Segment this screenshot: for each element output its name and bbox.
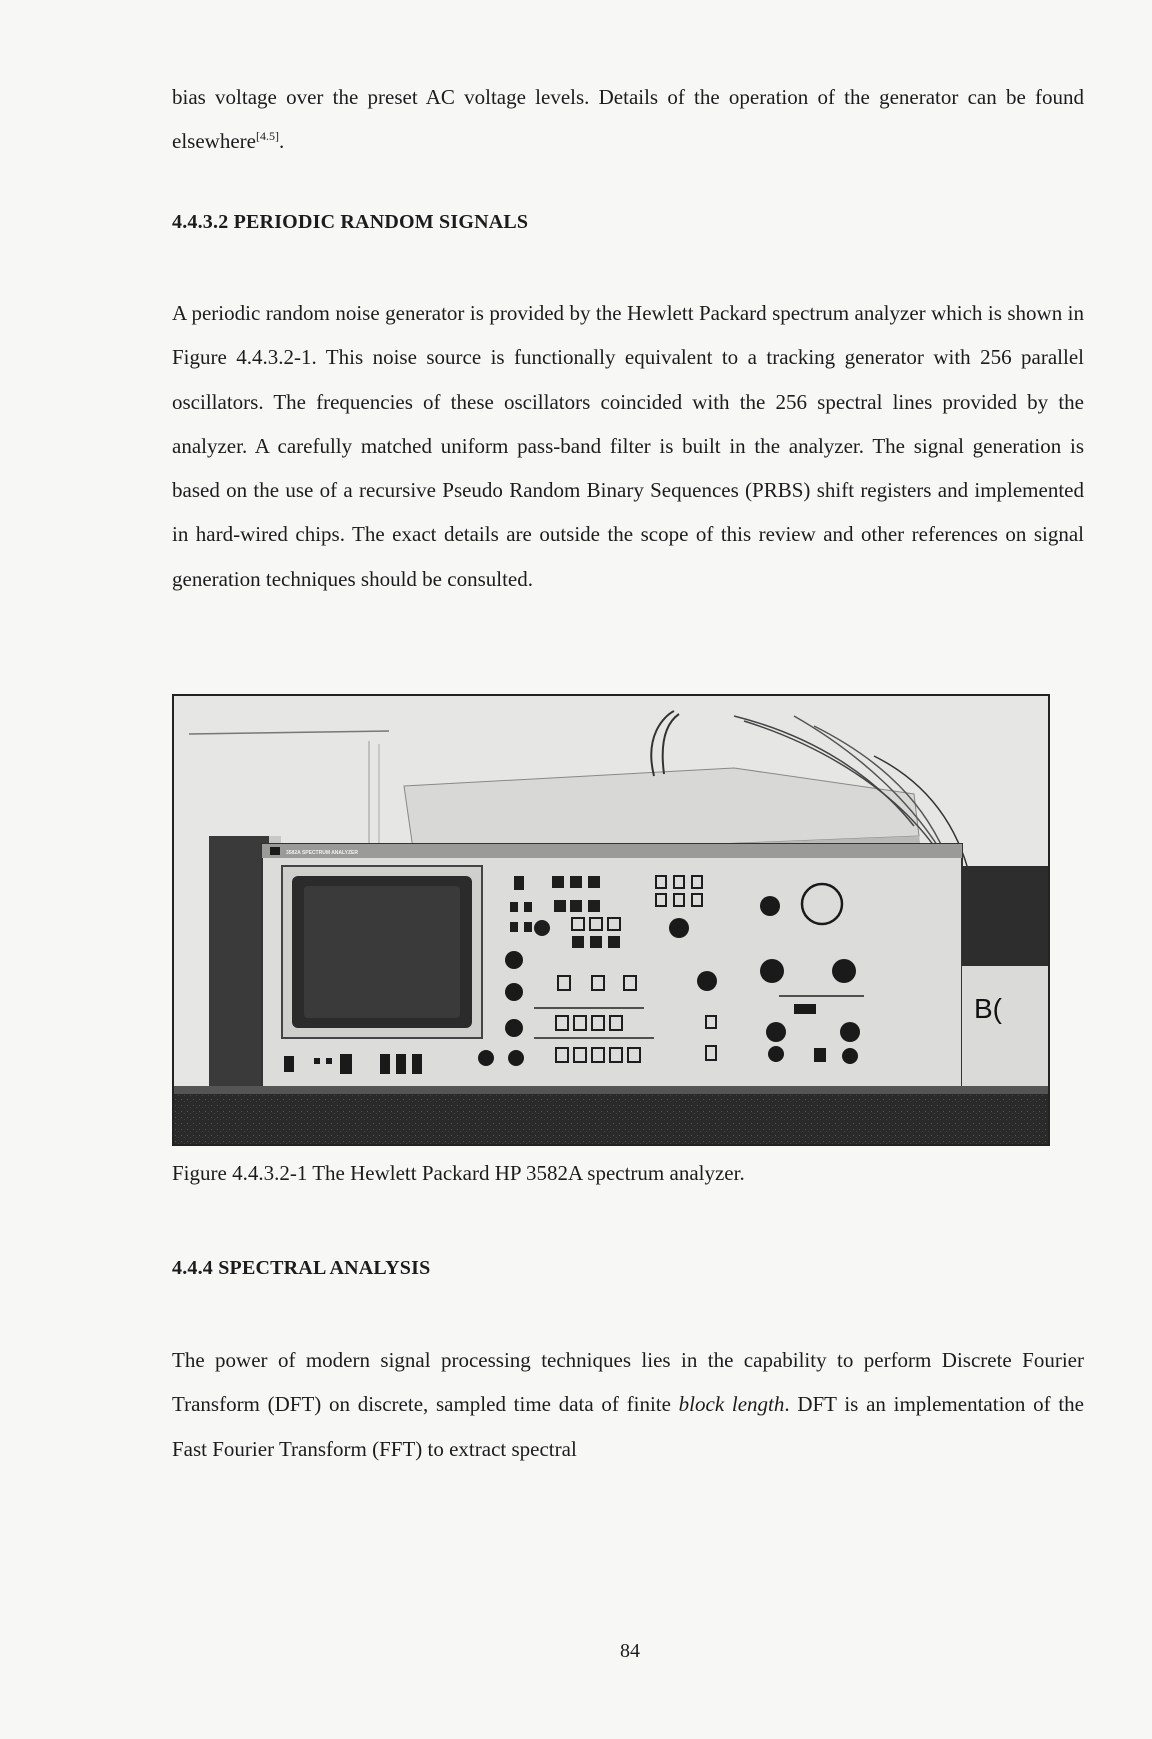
reference-superscript: [4.5] <box>255 129 279 144</box>
paragraph-periodic-random-noise: A periodic random noise generator is provided by the Hewlett Packard spectrum analyzer which is shown in Figure 4.4.3.2-1. This noise source is functionally equivalent to a tracking generator with 256 parallel oscillators. The frequencies of these oscillators coincided with the 256 spectral lines provided by the analyzer. A carefully matched uniform pass-band filter is built in the analyzer. The signal generation is based on the use of a recursive Pseudo Random Binary Sequences (PRBS) shift registers and implemented in hard-wired chips. The exact details are outside the scope of this review and other references on signal generation techniques should be consulted. <box>172 301 1084 591</box>
page-number: 84 <box>620 1640 640 1662</box>
section-heading-spectral-analysis: 4.4.4 SPECTRAL ANALYSIS <box>172 1257 431 1279</box>
spectrum-analyzer-photo <box>174 696 1048 1144</box>
figure-photo <box>172 694 1050 1146</box>
section-heading-periodic-random-signals: 4.4.3.2 PERIODIC RANDOM SIGNALS <box>172 211 529 233</box>
instrument-label: 3582A SPECTRUM ANALYZER <box>286 850 358 856</box>
side-label: B( <box>974 993 1002 1024</box>
emphasis-block-length: block length <box>678 1392 785 1417</box>
paragraph-generator-details: bias voltage over the preset AC voltage levels. Details of the operation of the generator can be found elsewhere[4.5]. <box>172 85 1084 154</box>
figure-caption: Figure 4.4.3.2-1 The Hewlett Packard HP 3582A spectrum analyzer. <box>172 1161 745 1185</box>
paragraph-spectral-analysis: The power of modern signal processing techniques lies in the capability to perform Discrete Fourier Transform (DFT) on discrete, sampled time data of finite block length. DFT is an implementation of the Fast Fourier Transform (FFT) to extract spectral <box>172 1348 1084 1461</box>
